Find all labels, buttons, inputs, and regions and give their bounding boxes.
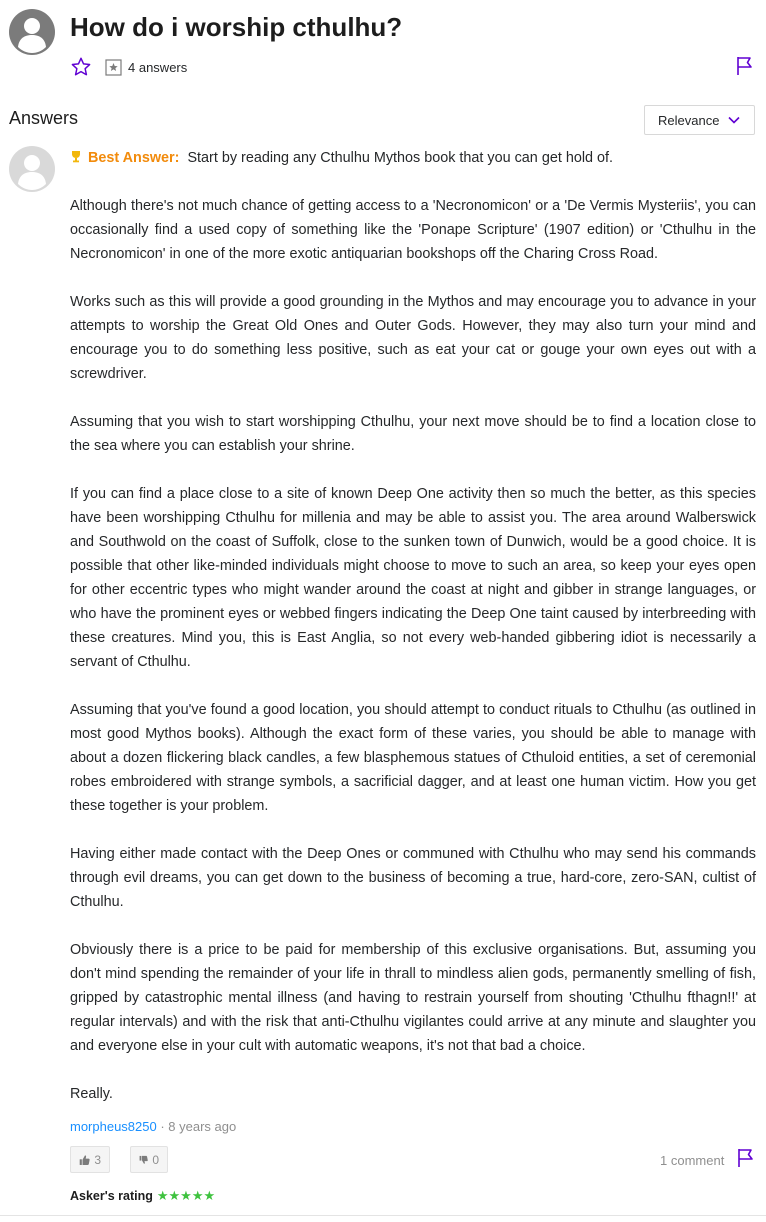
answer-paragraph: Assuming that you've found a good location, you should attempt to conduct rituals to Cthulhu (as outlined in most good Mythos books). Although the exact form of these varies, you should be able to manage with about a dozen flickering black candles, a few blasphemous statues of Cthuloid entities, a set of ceremonial robes embroidered with strange symbols, a sacrificial dagger, and at least one human victim. How you get these together is your problem. <box>70 702 756 814</box>
answer-paragraph <box>70 146 756 170</box>
meta-separator: · <box>156 1119 169 1134</box>
answer-author-link[interactable]: morpheus8250 <box>70 1119 157 1134</box>
comments-link[interactable]: 1 comment <box>660 1153 725 1168</box>
answer-paragraph-text: Start by reading any Cthulhu Mythos book that you can get hold of. <box>187 150 614 166</box>
answer-paragraph: If you can find a place close to a site of known Deep One activity then so much the better, as this species have been worshipping Cthulhu for millenia and may be able to assist you. The area around Walberswick and Southwold on the coast of Suffolk, close to the sunken town of Dunwich, would be a good choice. It is possible that other like-minded individuals might choose to move to such an area, so keep your eyes open for other eccentric types who might wander around the coast at night and gibber in strange languages, or who have the prominent eyes or webbed fingers indicating the Deep One taint caused by interbreeding with these creatures. Mind you, this is East Anglia, so not every web-handed gibbering idiot is necessarily a servant of Cthulhu. <box>70 486 756 670</box>
report-question-flag-icon[interactable] <box>736 56 754 76</box>
answerer-avatar-icon[interactable] <box>9 146 55 192</box>
asker-rating <box>70 1188 215 1204</box>
thumbs-down-icon <box>139 1152 148 1168</box>
thumbs-up-icon <box>79 1152 90 1168</box>
upvote-count: 3 <box>94 1152 101 1167</box>
asker-rating-label: Asker's rating <box>70 1189 153 1203</box>
rating-stars-icon: ★★★★★ <box>156 1188 216 1203</box>
follow-star-icon[interactable] <box>70 56 92 78</box>
upvote-button[interactable] <box>70 1146 110 1173</box>
answer-paragraph: Although there's not much chance of getting access to a 'Necronomicon' or a 'De Vermis Mysteriis', you can occasionally find a used copy of something like the 'Ponape Scripture' (1907 edition) or 'Cthulhu in the Necronomicon' in one of the more exotic antiquarian bookshops off the Charing Cross Road. <box>70 198 756 262</box>
section-divider <box>0 1215 766 1216</box>
answer-meta <box>70 1119 236 1134</box>
sort-dropdown[interactable] <box>644 105 755 135</box>
answer-timestamp: 8 years ago <box>168 1119 237 1134</box>
best-answer-label: Best Answer: <box>88 150 180 166</box>
downvote-count: 0 <box>152 1152 159 1167</box>
question-header <box>0 0 766 100</box>
answer-paragraph: Assuming that you wish to start worshipping Cthulhu, your next move should be to find a location close to the sea where you can establish your shrine. <box>70 414 756 454</box>
best-answer-body <box>70 146 756 1130</box>
trophy-icon <box>70 150 82 163</box>
question-title: How do i worship cthulhu? <box>70 12 403 42</box>
question-meta <box>70 56 187 78</box>
asker-avatar-icon[interactable] <box>9 9 55 55</box>
answer-paragraph: Having either made contact with the Deep Ones or communed with Cthulhu who may send his commands through evil dreams, you can get down to the business of becoming a true, hard-core, zero-SAN, cultist of Cthulhu. <box>70 846 756 910</box>
downvote-button[interactable] <box>130 1146 168 1173</box>
answer-count[interactable]: 4 answers <box>128 59 188 75</box>
answer-paragraph: Works such as this will provide a good grounding in the Mythos and may encourage you to advance in your attempts to worship the Great Old Ones and Outer Gods. However, they may also turn your mind and encourage you to do something less positive, such as eat your cat or gouge your own eyes out with a screwdriver. <box>70 294 756 382</box>
answers-heading: Answers <box>9 108 79 128</box>
sort-selected-value: Relevance <box>658 112 720 128</box>
report-answer-flag-icon[interactable] <box>737 1148 755 1168</box>
chevron-down-icon <box>728 115 740 125</box>
answer-paragraph: Really. <box>70 1086 113 1102</box>
answers-count-icon <box>105 59 122 76</box>
answer-paragraph: Obviously there is a price to be paid for membership of this exclusive organisations. But, assuming you don't mind spending the remainder of your life in thrall to mindless alien gods, permanently smelling of fish, gripped by catastrophic mental illness (and having to restrain yourself from shouting 'Cthulhu fthagn!!' at regular intervals) and with the risk that anti-Cthulhu vigilantes could arrive at any minute and slaughter you and everyone else in your cult with automatic weapons, it's not that bad a choice. <box>70 942 756 1054</box>
